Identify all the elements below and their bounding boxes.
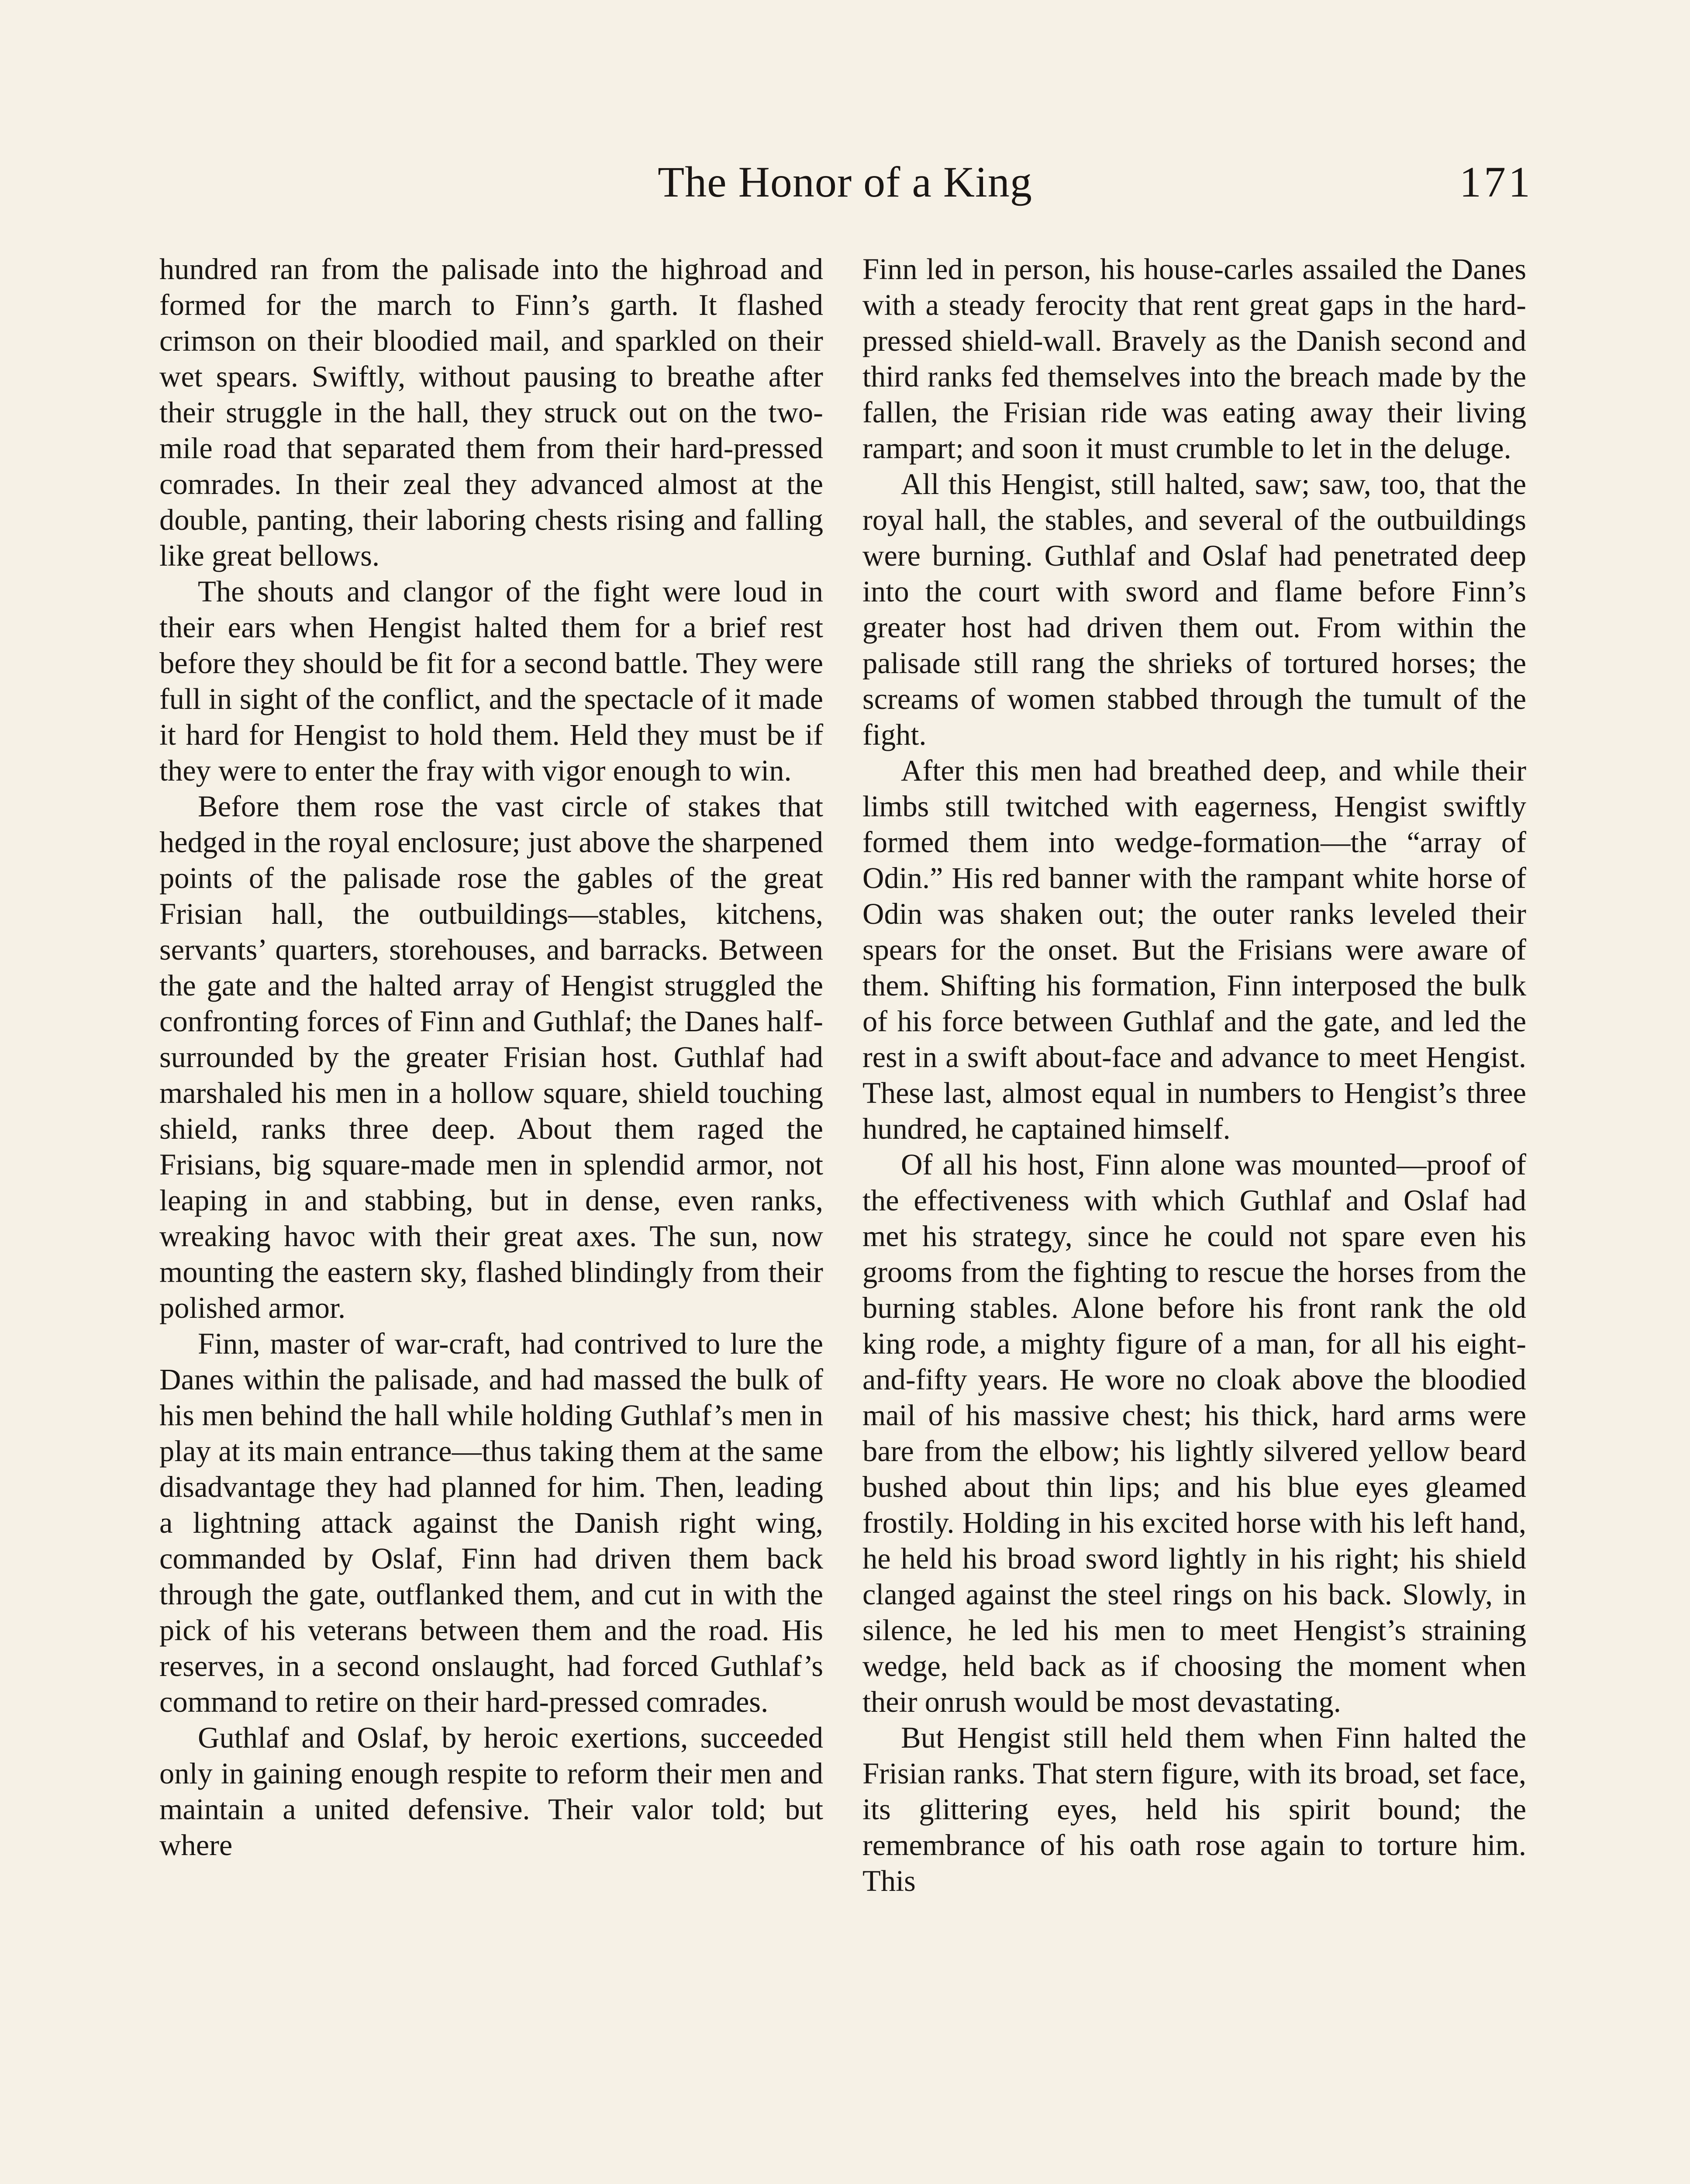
paragraph: But Hengist still held them when Finn halted the Frisian ranks. That stern figure, with its broad, set face, its glittering eyes, held his spirit bound; the remembrance of his oath rose again to torture him. This xyxy=(862,1721,1526,1897)
paragraph: All this Hengist, still halted, saw; saw, too, that the royal hall, the stables, and several of the outbuildings were burning. Guthlaf and Oslaf had penetrated deep into the court with sword and flame before Finn’s greater host had driven them out. From within the palisade still rang the shrieks of tortured horses; the screams of women stabbed through the tumult of the fight. xyxy=(862,467,1526,751)
running-head xyxy=(157,154,1533,211)
right-column xyxy=(862,251,1526,1899)
paragraph: Finn, master of war-craft, had contrived to lure the Danes within the palisade, and had massed the bulk of his men behind the hall while holding Guthlaf’s men in play at its main entrance—thus taking them at the same disadvantage they had planned for him. Then, leading a lightning attack against the Danish right wing, commanded by Oslaf, Finn had driven them back through the gate, outflanked them, and cut in with the pick of his veterans between them and the road. His reserves, in a second onslaught, had forced Guthlaf’s command to retire on their hard-pressed comrades. xyxy=(159,1327,823,1718)
paragraph: hundred ran from the palisade into the highroad and formed for the march to Finn’s garth. It flashed crimson on their bloodied mail, and sparkled on their wet spears. Swiftly, without pausing to breathe after their struggle in the hall, they struck out on the two-mile road that separated them from their hard-pressed comrades. In their zeal they advanced almost at the double, panting, their laboring chests rising and falling like great bellows. xyxy=(159,252,823,572)
paragraph: Of all his host, Finn alone was mounted—proof of the effectiveness with which Guthlaf and Oslaf had met his strategy, since he could not spare even his grooms from the fighting to rescue the horses from the burning stables. Alone before his front rank the old king rode, a mighty figure of a man, for all his eight-and-fifty years. He wore no cloak above the bloodied mail of his massive chest; his thick, hard arms were bare from the elbow; his lightly silvered yellow beard bushed about thin lips; and his blue eyes gleamed frostily. Holding in his excited horse with his left hand, he held his broad sword lightly in his right; his shield clanged against the steel rings on his back. Slowly, in silence, he led his men to meet Hengist’s straining wedge, held back as if choosing the moment when their onrush would be most devastating. xyxy=(862,1148,1526,1718)
paragraph: After this men had breathed deep, and while their limbs still twitched with eagerness, Hengist swiftly formed them into wedge-formation—the “array of Odin.” His red banner with the rampant white horse of Odin was shaken out; the outer ranks leveled their spears for the onset. But the Frisians were aware of them. Shifting his formation, Finn interposed the bulk of his force between Guthlaf and the gate, and led the rest in a swift about-face and advance to meet Hengist. These last, almost equal in numbers to Hengist’s three hundred, he captained himself. xyxy=(862,754,1526,1145)
paragraph: Guthlaf and Oslaf, by heroic exertions, succeeded only in gaining enough respite to reform their men and maintain a united defensive. Their valor told; but where xyxy=(159,1721,823,1862)
paragraph: Finn led in person, his house-carles assailed the Danes with a steady ferocity that rent great gaps in the hard-pressed shield-wall. Bravely as the Danish second and third ranks fed themselves into the breach made by the fallen, the Frisian ride was eating away their living rampart; and soon it must crumble to let in the deluge. xyxy=(862,252,1526,465)
paragraph: The shouts and clangor of the fight were loud in their ears when Hengist halted them for a brief rest before they should be fit for a second battle. They were full in sight of the conflict, and the spectacle of it made it hard for Hengist to hold them. Held they must be if they were to enter the fray with vigor enough to win. xyxy=(159,575,823,787)
left-column xyxy=(159,251,823,1863)
paragraph: Before them rose the vast circle of stakes that hedged in the royal enclosure; just above the sharpened points of the palisade rose the gables of the great Frisian hall, the outbuildings—stables, kitchens, servants’ quarters, storehouses, and barracks. Between the gate and the halted array of Hengist struggled the confronting forces of Finn and Guthlaf; the Danes half-surrounded by the greater Frisian host. Guthlaf had marshaled his men in a hollow square, shield touching shield, ranks three deep. About them raged the Frisians, big square-made men in splendid armor, not leaping in and stabbing, but in dense, even ranks, wreaking havoc with their great axes. The sun, now mounting the eastern sky, flashed blindingly from their polished armor. xyxy=(159,790,823,1324)
page-number: 171 xyxy=(1459,158,1533,206)
running-title: The Honor of a King xyxy=(658,158,1032,206)
